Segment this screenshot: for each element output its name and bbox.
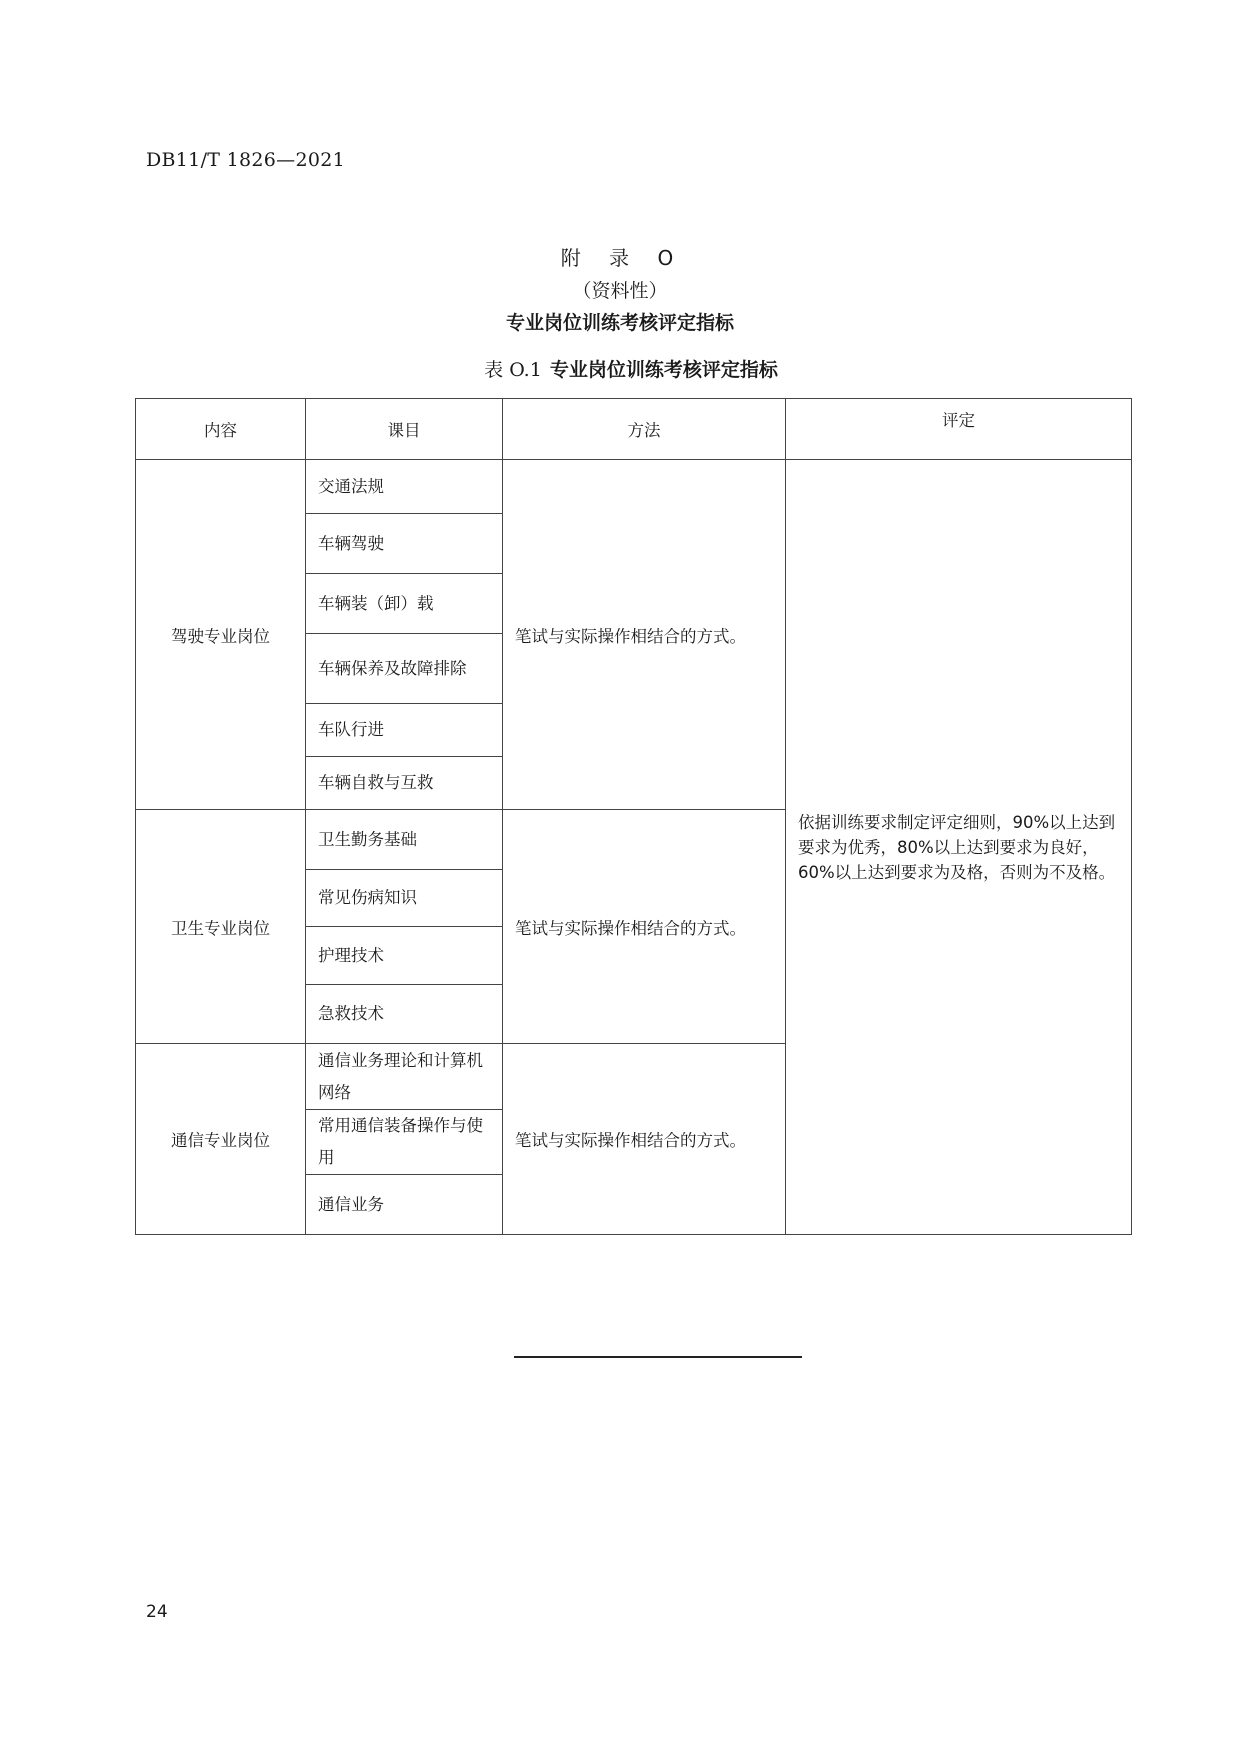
header-subject: 课目 [306, 399, 503, 460]
header-method: 方法 [503, 399, 786, 460]
content-cell-driving: 驾驶专业岗位 [136, 460, 306, 810]
appendix-title: 专业岗位训练考核评定指标 [505, 312, 734, 334]
subject-cell: 卫生勤务基础 [306, 810, 503, 870]
subject-cell: 车队行进 [306, 704, 503, 757]
subject-cell: 车辆装（卸）载 [306, 574, 503, 634]
subject-cell: 常用通信装备操作与使用 [306, 1110, 503, 1175]
content-cell-communication: 通信专业岗位 [136, 1044, 306, 1235]
subject-cell: 车辆自救与互救 [306, 757, 503, 810]
table-caption-label: 表 O.1 [484, 359, 542, 381]
page-number: 24 [146, 1602, 168, 1622]
method-cell-communication: 笔试与实际操作相结合的方式。 [503, 1044, 786, 1235]
table-row [136, 460, 1132, 514]
subject-cell: 急救技术 [306, 985, 503, 1044]
subject-cell: 通信业务 [306, 1175, 503, 1235]
method-cell-medical: 笔试与实际操作相结合的方式。 [503, 810, 786, 1044]
subject-cell: 车辆驾驶 [306, 514, 503, 574]
subject-cell: 交通法规 [306, 460, 503, 514]
appendix-type: （资料性） [572, 280, 668, 302]
subject-cell: 通信业务理论和计算机网络 [306, 1044, 503, 1110]
end-rule [514, 1356, 802, 1358]
header-evaluation: 评定 [786, 399, 1132, 460]
subject-cell: 车辆保养及故障排除 [306, 634, 503, 704]
appendix-number: 附 录 O [560, 246, 680, 270]
content-cell-medical: 卫生专业岗位 [136, 810, 306, 1044]
criteria-table [135, 398, 1132, 1235]
method-cell-driving: 笔试与实际操作相结合的方式。 [503, 460, 786, 810]
table-caption-title: 专业岗位训练考核评定指标 [549, 359, 778, 381]
header-content: 内容 [136, 399, 306, 460]
subject-cell: 常见伤病知识 [306, 870, 503, 927]
subject-cell: 护理技术 [306, 927, 503, 985]
table-caption [0, 355, 1240, 382]
table-header-row [136, 399, 1132, 460]
evaluation-cell: 依据训练要求制定评定细则，90%以上达到要求为优秀，80%以上达到要求为良好，60%以上达到要求为及格，否则为不及格。 [786, 460, 1132, 1235]
document-code: DB11/T 1826—2021 [146, 149, 345, 171]
